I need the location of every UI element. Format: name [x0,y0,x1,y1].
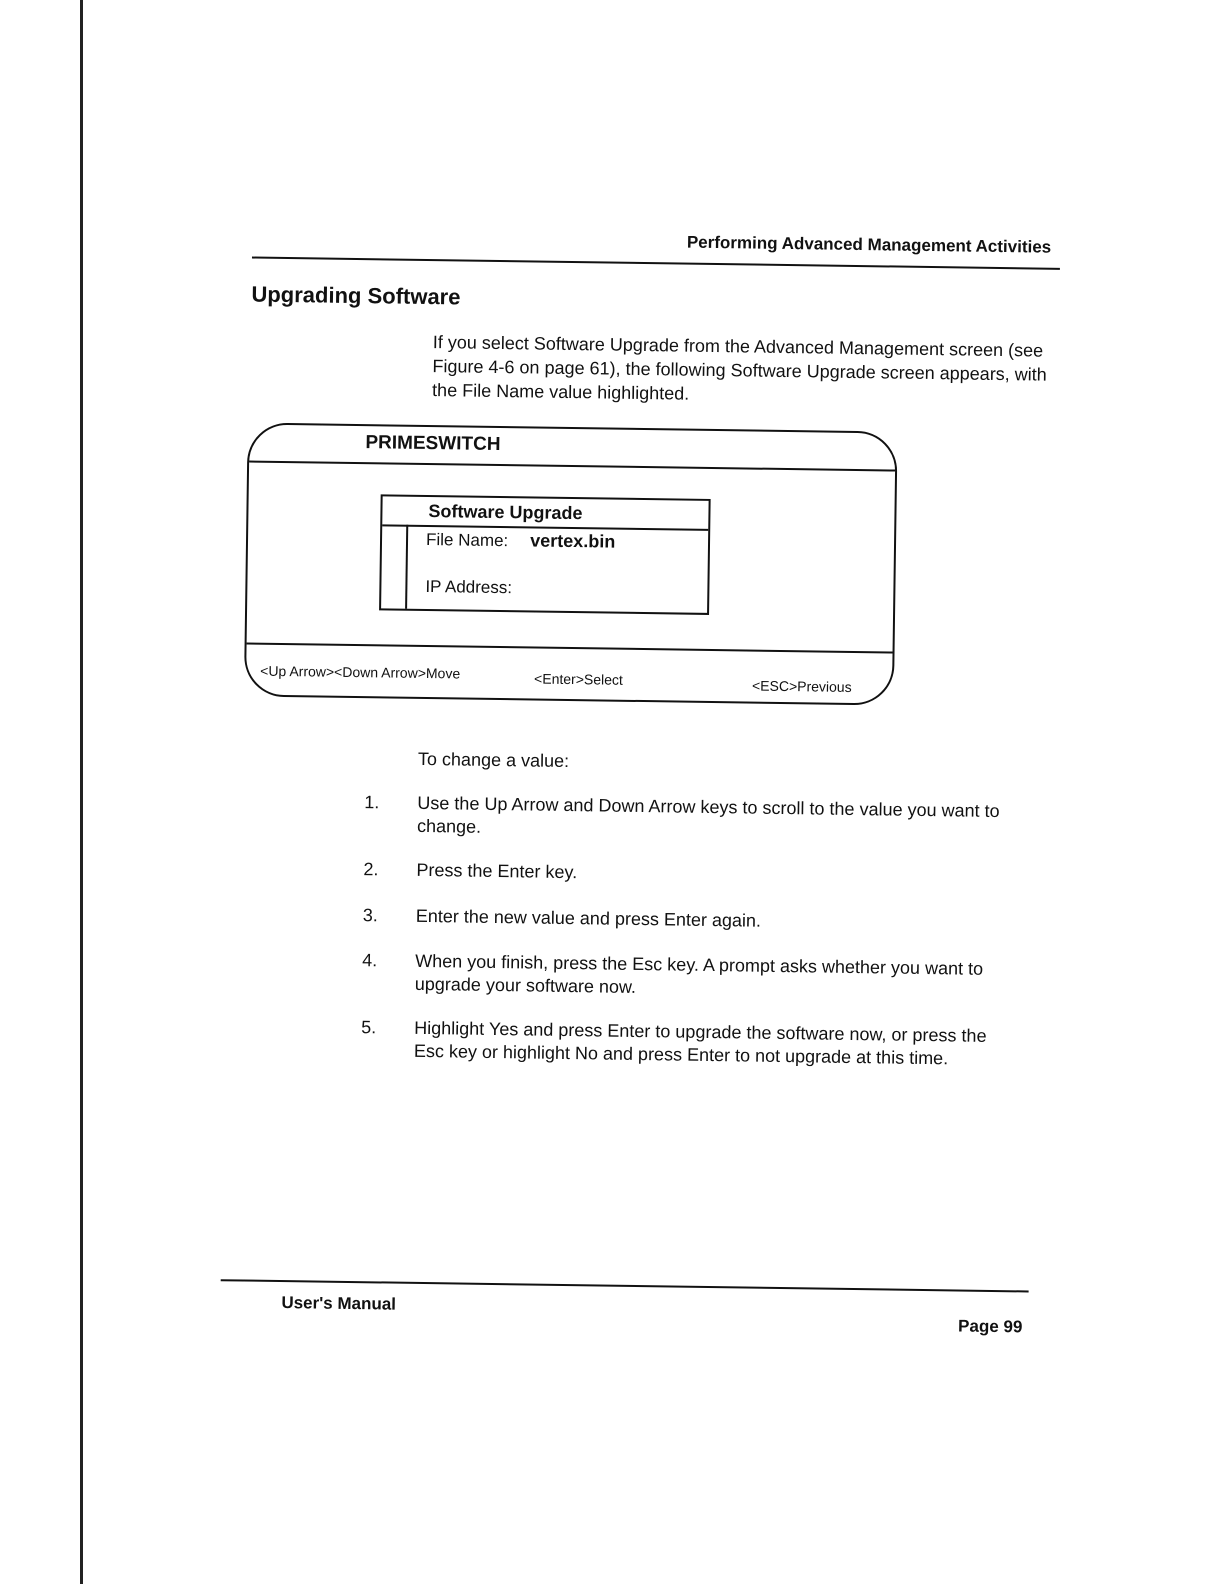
list-item [362,949,1003,1004]
page-number: Page 99 [957,1316,1023,1337]
list-item [363,904,1003,936]
software-upgrade-dialog [379,494,711,615]
dialog-side-bar [405,525,408,609]
step-text: Press the Enter key. [416,859,578,883]
step-number: 4. [362,950,378,971]
screen-figure [244,422,898,705]
step-number: 1. [364,792,380,813]
ip-address-field[interactable] [425,577,512,598]
key-hint-select: <Enter>Select [534,670,623,688]
step-text: Use the Up Arrow and Down Arrow keys to scroll to the value you want to change. [416,792,1000,837]
list-item [364,791,1005,846]
footer-manual-name: User's Manual [281,1293,397,1314]
step-number: 2. [363,859,379,880]
step-number: 5. [361,1017,377,1038]
step-text: When you finish, press the Esc key. A prompt asks whether you want to upgrade your software now. [414,950,984,997]
app-title: PRIMESWITCH [365,432,501,456]
section-title: Upgrading Software [251,281,461,310]
title-divider [249,461,895,472]
field-label: File Name: [425,529,509,551]
step-text: Enter the new value and press Enter again. [415,905,762,931]
footer-divider [247,642,893,653]
header-rule [252,257,1060,270]
dialog-title: Software Upgrade [428,501,583,524]
intro-paragraph: If you select Software Upgrade from the Advanced Management screen (see Figure 4-6 on page 61), the following Software Upgrade screen appears, with the File Name value highlighted. [432,332,1047,404]
field-value: vertex.bin [530,530,616,552]
file-name-field[interactable] [426,529,616,553]
footer-rule [221,1279,1029,1292]
running-header: Performing Advanced Management Activities [686,232,1052,257]
step-number: 3. [362,905,378,926]
list-item [363,858,1003,890]
steps-lead: To change a value: [417,748,570,772]
field-label: IP Address: [425,576,513,598]
key-hint-move: <Up Arrow><Down Arrow>Move [260,662,461,682]
step-text: Highlight Yes and press Enter to upgrade the software now, or press the Esc key or highlight No and press Enter to not upgrade at this time. [413,1017,987,1069]
key-hint-previous: <ESC>Previous [751,677,852,695]
list-item [361,1016,1002,1071]
